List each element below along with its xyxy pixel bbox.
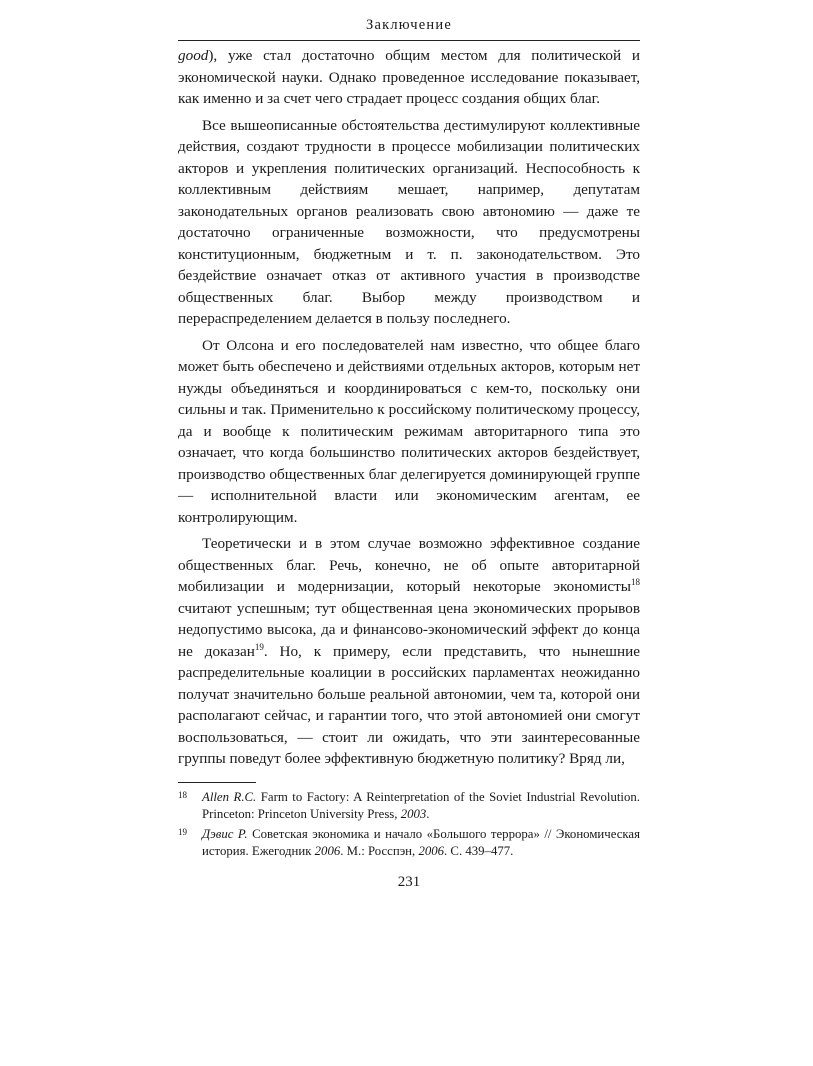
- footnote-divider: [178, 782, 256, 783]
- italic-term: good: [178, 47, 209, 64]
- footnote-text: Советская экономика и начало «Большого террора» // Экономическая история. Ежегодник: [202, 826, 640, 858]
- footnote-author: Дэвис Р.: [202, 826, 248, 841]
- footnote-18: [178, 789, 640, 823]
- footnote-ref-18[interactable]: 18: [631, 576, 640, 587]
- footnote-text-mid: . М.: Росспэн,: [340, 843, 419, 858]
- page-number: 231: [397, 873, 421, 890]
- paragraph-4-text-b: считают успешным; тут общественная цена экономических прорывов недопустимо высока, да и финансово-экономический эффект до конца не доказан: [178, 599, 640, 660]
- footnote-number: 19: [178, 826, 187, 837]
- footnote-year: 2006: [314, 843, 341, 858]
- footnote-author: Allen R.C.: [202, 789, 257, 804]
- footnote-year-2: 2006: [418, 843, 445, 858]
- footnote-text: Farm to Factory: A Reinterpretation of the Soviet Industrial Revolution. Princeton: Princeton University Press,: [202, 789, 640, 821]
- paragraph-3: От Олсона и его последователей нам известно, что общее благо может быть обеспечено и действиями отдельных акторов, которым нет нужды объединяться и координироваться с кем-то, поскольку они сильны и так. Применительно к российскому политическому процессу, да и вообще к политическим режимам авторитарного типа это означает, что когда большинство политических акторов бездействует, производство общественных благ делегируется доминирующей группе — исполнительной власти или экономическим агентам, ее контролирующим.: [178, 336, 640, 526]
- footnote-number: 18: [178, 789, 187, 800]
- running-head: Заключение: [178, 14, 640, 41]
- paragraph-1-text: ), уже стал достаточно общим местом для политической и экономической науки. Однако проведенное исследование показывает, как именно и за счет чего страдает процесс создания общих благ.: [178, 47, 640, 107]
- paragraph-2: Все вышеописанные обстоятельства дестимулируют коллективные действия, создают трудности в процессе мобилизации политических акторов и укрепления политических организаций. Неспособность к коллективным действиям мешает, например, депутатам законодательных органов реализовать свою автономию — даже те достаточно ограниченные возможности, что предусмотрены конституционным, бюджетным и т. п. законодательством. Это бездействие означает отказ от активного участия в производстве общественных благ. Выбор между производством и перераспределением делается в пользу последнего.: [178, 116, 640, 327]
- book-page: [178, 14, 640, 891]
- paragraph-4-text-c: . Но, к примеру, если представить, что нынешние распределительные коалиции в российских парламентах неожиданно получат значительно больше реальной автономии, чем та, которой они располагают сейчас, и гарантии того, что этой автономией они смогут воспользоваться, — стоит ли ожидать, что эти заинтересованные группы поведут более эффективную бюджетную политику? Вряд ли,: [178, 642, 641, 767]
- footnote-19: [178, 826, 640, 860]
- footnote-ref-19[interactable]: 19: [254, 641, 264, 652]
- paragraph-1: [178, 45, 640, 110]
- footnote-tail: . С. 439–477.: [444, 843, 514, 858]
- footnote-tail: .: [426, 806, 430, 821]
- footnote-year: 2003: [400, 806, 427, 821]
- paragraph-4-text-a: Теоретически и в этом случае возможно эффективное создание общественных благ. Речь, конечно, не об опыте авторитарной мобилизации и модернизации, который некоторые экономисты: [178, 535, 640, 595]
- body-text: [178, 45, 640, 770]
- paragraph-4: [178, 533, 640, 770]
